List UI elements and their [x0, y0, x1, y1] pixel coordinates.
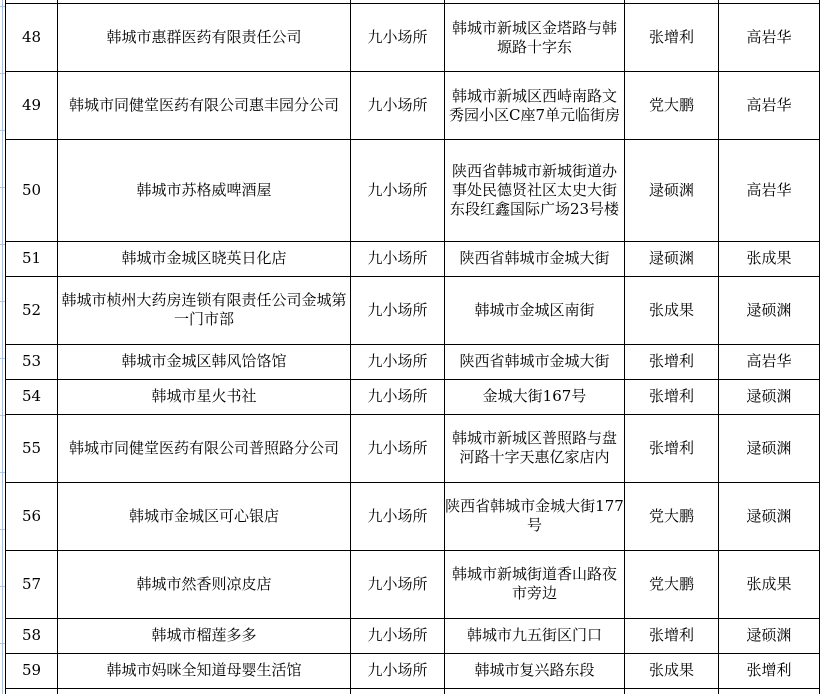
responsible-person1-cell[interactable]: 张成果 [625, 276, 719, 344]
table-row [6, 414, 820, 482]
address-cell[interactable]: 韩城市金城区南街 [445, 276, 625, 344]
address-cell[interactable]: 陕西省韩城市金城大街177号 [445, 482, 625, 550]
address-cell[interactable]: 韩城市新城区西峙南路文秀园小区C座7单元临街房 [445, 72, 625, 140]
responsible-person2-cell[interactable]: 张增利 [719, 653, 820, 688]
responsible-person2-cell[interactable]: 高岩华 [719, 344, 820, 379]
address-cell[interactable]: 韩城市新城区金塔路与韩塬路十字东 [445, 4, 625, 72]
empty-cell[interactable] [719, 689, 820, 694]
empty-cell[interactable] [625, 689, 719, 694]
category-cell[interactable]: 九小场所 [351, 619, 445, 654]
establishment-name-cell[interactable]: 韩城市桢州大药房连锁有限责任公司金城第一门市部 [58, 276, 351, 344]
category-cell[interactable]: 九小场所 [351, 241, 445, 276]
empty-cell[interactable] [58, 689, 351, 694]
address-cell[interactable]: 韩城市九五街区门口 [445, 619, 625, 654]
responsible-person1-cell[interactable]: 逯硕渊 [625, 140, 719, 241]
establishment-name-cell[interactable]: 韩城市惠群医药有限责任公司 [58, 4, 351, 72]
establishment-name-cell[interactable]: 韩城市金城区可心银店 [58, 482, 351, 550]
category-cell[interactable]: 九小场所 [351, 653, 445, 688]
table-body [6, 0, 820, 694]
row-number-cell[interactable]: 49 [6, 72, 58, 140]
row-number-cell[interactable]: 59 [6, 653, 58, 688]
establishment-name-cell[interactable]: 韩城市榴莲多多 [58, 619, 351, 654]
establishment-name-cell[interactable]: 韩城市同健堂医药有限公司惠丰园分公司 [58, 72, 351, 140]
establishment-name-cell[interactable]: 韩城市妈咪全知道母婴生活馆 [58, 653, 351, 688]
responsible-person2-cell[interactable]: 逯硕渊 [719, 619, 820, 654]
category-cell[interactable]: 九小场所 [351, 379, 445, 414]
partial-row-bottom [6, 689, 820, 694]
responsible-person2-cell[interactable]: 高岩华 [719, 72, 820, 140]
category-cell[interactable]: 九小场所 [351, 72, 445, 140]
table-row [6, 4, 820, 72]
table-row [6, 550, 820, 618]
row-number-cell[interactable]: 58 [6, 619, 58, 654]
row-number-cell[interactable]: 50 [6, 140, 58, 241]
establishment-name-cell[interactable]: 韩城市同健堂医药有限公司普照路分公司 [58, 414, 351, 482]
establishment-name-cell[interactable]: 韩城市苏格威啤酒屋 [58, 140, 351, 241]
responsible-person1-cell[interactable]: 党大鹏 [625, 550, 719, 618]
table-row [6, 344, 820, 379]
row-number-cell[interactable]: 53 [6, 344, 58, 379]
responsible-person1-cell[interactable]: 张增利 [625, 619, 719, 654]
responsible-person1-cell[interactable]: 逯硕渊 [625, 241, 719, 276]
establishment-name-cell[interactable]: 韩城市然香则凉皮店 [58, 550, 351, 618]
responsible-person2-cell[interactable]: 逯硕渊 [719, 482, 820, 550]
responsible-person1-cell[interactable]: 张增利 [625, 4, 719, 72]
address-cell[interactable]: 韩城市新城区普照路与盘河路十字天惠亿家店内 [445, 414, 625, 482]
responsible-person1-cell[interactable]: 张增利 [625, 414, 719, 482]
table-row [6, 482, 820, 550]
category-cell[interactable]: 九小场所 [351, 276, 445, 344]
table-row [6, 619, 820, 654]
address-cell[interactable]: 陕西省韩城市金城大街 [445, 241, 625, 276]
category-cell[interactable]: 九小场所 [351, 482, 445, 550]
row-number-cell[interactable]: 51 [6, 241, 58, 276]
responsible-person2-cell[interactable]: 逯硕渊 [719, 276, 820, 344]
responsible-person2-cell[interactable]: 逯硕渊 [719, 379, 820, 414]
table-row [6, 241, 820, 276]
category-cell[interactable]: 九小场所 [351, 550, 445, 618]
table-row [6, 653, 820, 688]
table-row [6, 276, 820, 344]
establishment-name-cell[interactable]: 韩城市金城区韩风饸饹馆 [58, 344, 351, 379]
establishment-name-cell[interactable]: 韩城市星火书社 [58, 379, 351, 414]
responsible-person2-cell[interactable]: 张成果 [719, 550, 820, 618]
responsible-person2-cell[interactable]: 高岩华 [719, 4, 820, 72]
address-cell[interactable]: 陕西省韩城市金城大街 [445, 344, 625, 379]
row-number-cell[interactable]: 54 [6, 379, 58, 414]
empty-cell[interactable] [445, 689, 625, 694]
empty-cell[interactable] [351, 689, 445, 694]
establishments-table [5, 0, 820, 694]
address-cell[interactable]: 陕西省韩城市新城街道办事处民德贤社区太史大街东段红鑫国际广场23号楼 [445, 140, 625, 241]
table-row [6, 72, 820, 140]
row-number-cell[interactable]: 52 [6, 276, 58, 344]
row-number-cell[interactable]: 55 [6, 414, 58, 482]
responsible-person2-cell[interactable]: 张成果 [719, 241, 820, 276]
responsible-person2-cell[interactable]: 逯硕渊 [719, 414, 820, 482]
empty-cell[interactable] [6, 689, 58, 694]
responsible-person1-cell[interactable]: 党大鹏 [625, 72, 719, 140]
address-cell[interactable]: 金城大街167号 [445, 379, 625, 414]
row-number-cell[interactable]: 56 [6, 482, 58, 550]
responsible-person1-cell[interactable]: 张增利 [625, 379, 719, 414]
category-cell[interactable]: 九小场所 [351, 4, 445, 72]
table-row [6, 379, 820, 414]
address-cell[interactable]: 韩城市复兴路东段 [445, 653, 625, 688]
row-number-cell[interactable]: 57 [6, 550, 58, 618]
table-row [6, 140, 820, 241]
excel-gridline [2, 0, 3, 694]
responsible-person1-cell[interactable]: 张成果 [625, 653, 719, 688]
category-cell[interactable]: 九小场所 [351, 344, 445, 379]
responsible-person1-cell[interactable]: 张增利 [625, 344, 719, 379]
category-cell[interactable]: 九小场所 [351, 140, 445, 241]
address-cell[interactable]: 韩城市新城街道香山路夜市旁边 [445, 550, 625, 618]
category-cell[interactable]: 九小场所 [351, 414, 445, 482]
row-number-cell[interactable]: 48 [6, 4, 58, 72]
establishment-name-cell[interactable]: 韩城市金城区晓英日化店 [58, 241, 351, 276]
responsible-person1-cell[interactable]: 党大鹏 [625, 482, 719, 550]
responsible-person2-cell[interactable]: 高岩华 [719, 140, 820, 241]
